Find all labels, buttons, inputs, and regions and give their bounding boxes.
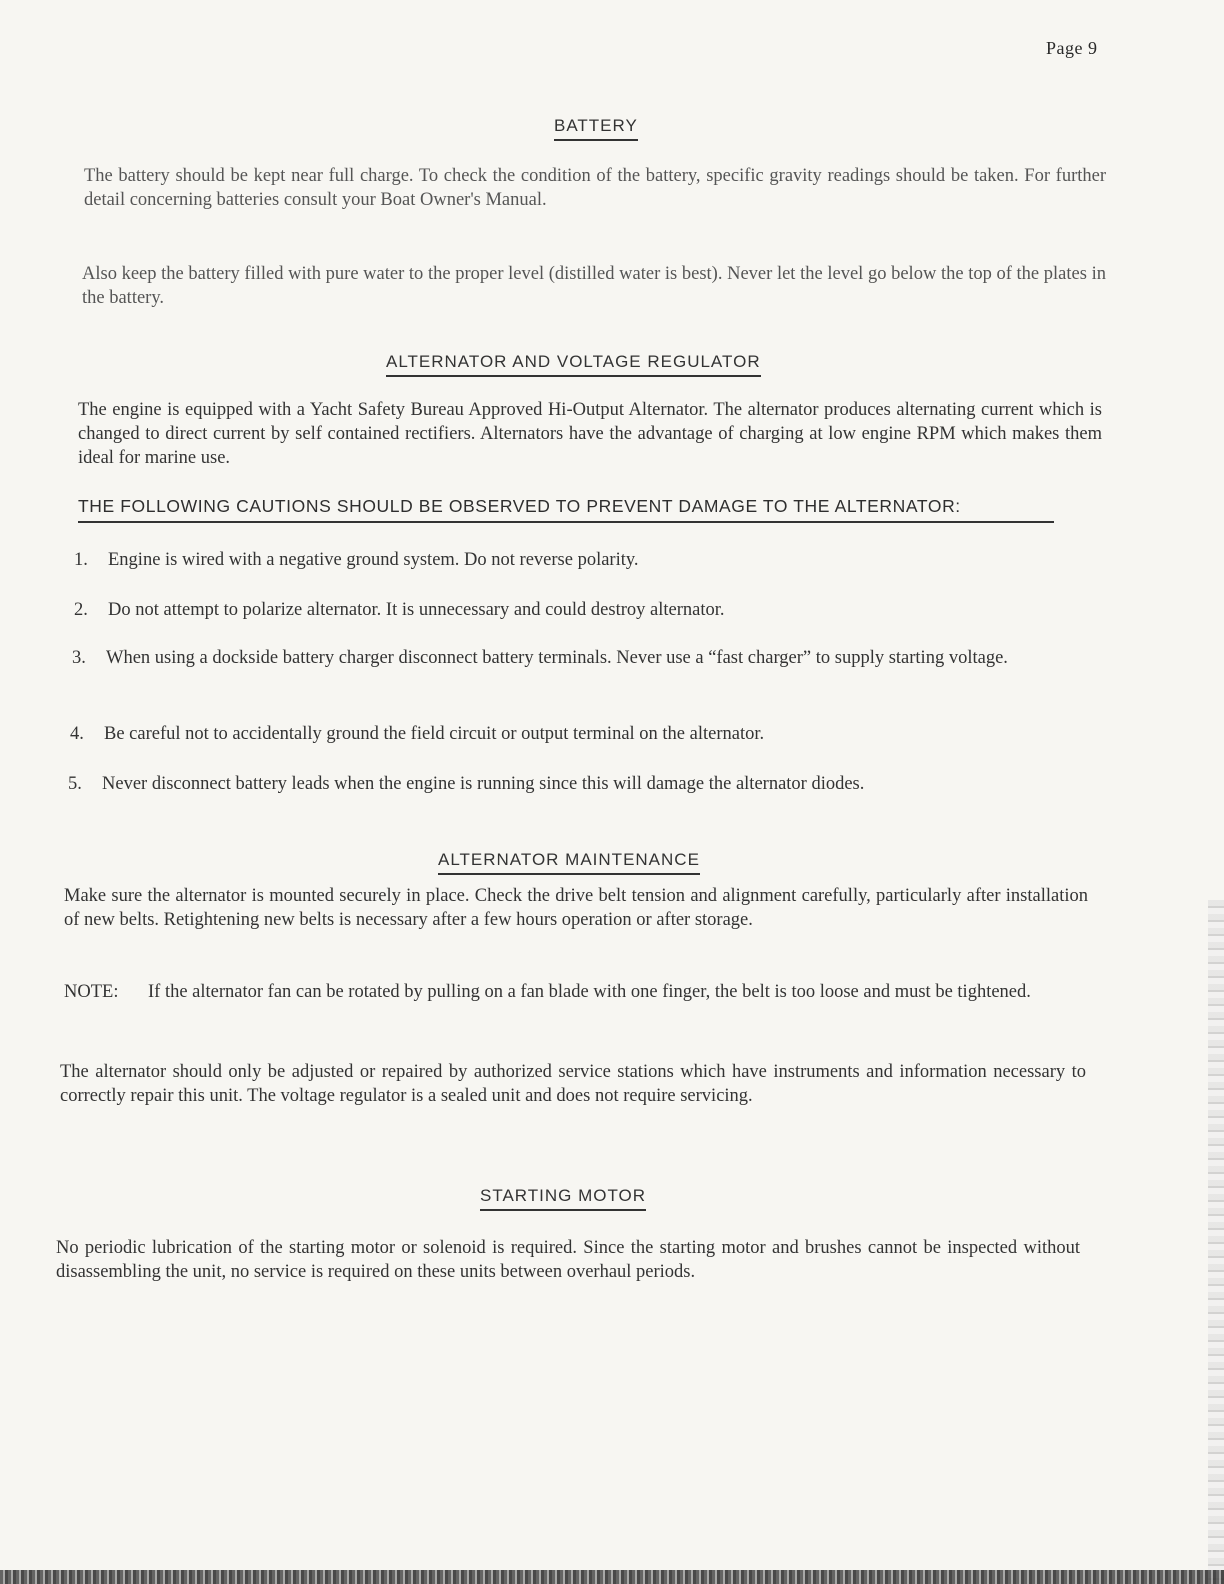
caution-item — [74, 598, 1094, 624]
note-label: NOTE: — [64, 982, 119, 1002]
cautions-heading: THE FOLLOWING CAUTIONS SHOULD BE OBSERVED TO PREVENT DAMAGE TO THE ALTERNATOR: — [78, 496, 1054, 523]
caution-item — [74, 548, 1094, 574]
battery-paragraph-2: Also keep the battery filled with pure water to the proper level (distilled water is best). Never let the level go below the top of the plates in the battery. — [82, 264, 1106, 308]
caution-text: Engine is wired with a negative ground system. Do not reverse polarity. — [108, 550, 639, 570]
caution-item — [70, 722, 1094, 748]
battery-heading: BATTERY — [554, 116, 638, 141]
note-text: If the alternator fan can be rotated by pulling on a fan blade with one finger, the belt is too loose and must be tightened. — [148, 982, 1031, 1002]
maintenance-heading: ALTERNATOR MAINTENANCE — [438, 850, 700, 875]
caution-text: Be careful not to accidentally ground the field circuit or output terminal on the alternator. — [104, 724, 765, 744]
caution-number: 2. — [74, 600, 88, 620]
page-edge-shadow — [1208, 900, 1224, 1584]
caution-number: 5. — [68, 774, 82, 794]
caution-number: 3. — [72, 648, 86, 668]
starting-motor-paragraph: No periodic lubrication of the starting motor or solenoid is required. Since the starting motor and brushes cannot be inspected without disassembling the unit, no service is required on these units between overhaul periods. — [56, 1238, 1080, 1282]
scan-edge-bar — [0, 1570, 1224, 1584]
caution-item — [72, 646, 1096, 696]
caution-item — [68, 772, 1094, 798]
caution-text: Never disconnect battery leads when the engine is running since this will damage the alternator diodes. — [102, 774, 865, 794]
caution-number: 1. — [74, 550, 88, 570]
page-number: Page 9 — [1046, 38, 1098, 58]
maintenance-paragraph-2: The alternator should only be adjusted or repaired by authorized service stations which have instruments and information necessary to correctly repair this unit. The voltage regulator is a sealed unit and does not require servicing. — [60, 1062, 1086, 1106]
maintenance-paragraph-1: Make sure the alternator is mounted securely in place. Check the drive belt tension and alignment carefully, particularly after installation of new belts. Retightening new belts is necessary after a few hours operation or after storage. — [64, 886, 1088, 930]
caution-text: Do not attempt to polarize alternator. It is unnecessary and could destroy alternator. — [108, 600, 725, 620]
starting-motor-heading: STARTING MOTOR — [480, 1186, 646, 1211]
caution-number: 4. — [70, 724, 84, 744]
alternator-paragraph: The engine is equipped with a Yacht Safety Bureau Approved Hi-Output Alternator. The alternator produces alternating current which is changed to direct current by self contained rectifiers. Alternators have the advantage of charging at low engine RPM which makes them ideal for marine use. — [78, 400, 1102, 468]
alternator-heading: ALTERNATOR AND VOLTAGE REGULATOR — [386, 352, 761, 377]
note — [64, 980, 1088, 1030]
caution-text: When using a dockside battery charger disconnect battery terminals. Never use a “fast charger” to supply starting voltage. — [106, 648, 1008, 668]
battery-paragraph-1: The battery should be kept near full charge. To check the condition of the battery, specific gravity readings should be taken. For further detail concerning batteries consult your Boat Owner's Manual. — [84, 166, 1106, 210]
